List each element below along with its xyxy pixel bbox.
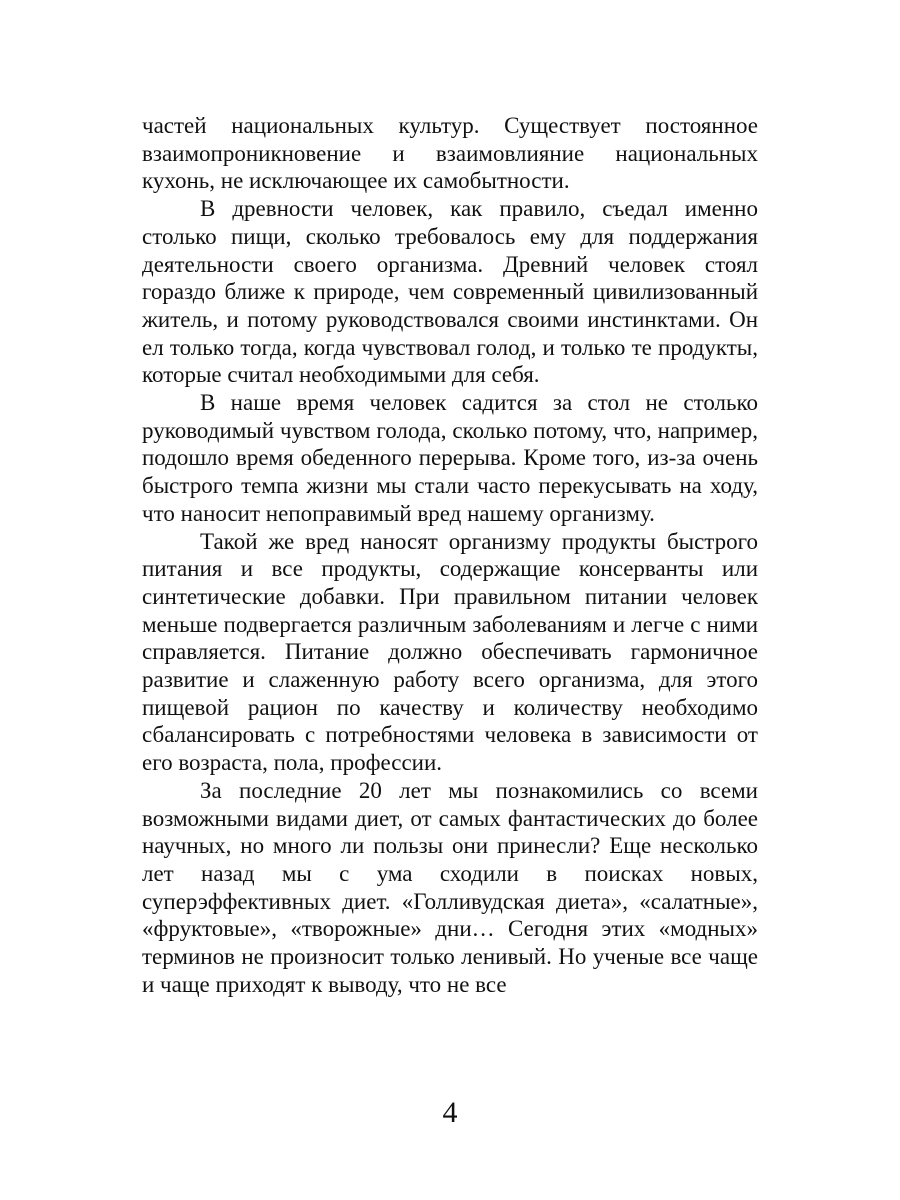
paragraph-modern-eating: В наше время человек садится за стол не столько руководимый чувством голода, сколько потому, что, например, подошло время обеденного перерыва. Кроме того, из-за очень быстрого темпа жизни мы стали часто перекусывать на ходу, что наносит непоправимый вред нашему организму.: [142, 390, 758, 526]
page-number: 4: [442, 1096, 458, 1129]
page-body: [142, 112, 758, 999]
paragraph-diets: За последние 20 лет мы познакомились со всеми возможными видами диет, от самых фантастических до более научных, но много ли пользы они принесли? Еще несколько лет назад мы с ума сходили в поисках новых, суперэффективных диет. «Голливудская диета», «салатные», «фруктовые», «творожные» дни… Сегодня этих «модных» терминов не произносит только ленивый. Но ученые все чаще и чаще приходят к выводу, что не все: [142, 777, 758, 997]
paragraph-ancient-eating: В древности человек, как правило, съедал именно столько пищи, сколько требовалось ему для поддержания деятельности своего организма. Древний человек стоял гораздо ближе к природе, чем современный цивилизованный житель, и потому руководствовался своими инстинктами. Он ел только тогда, когда чувствовал голод, и только те продукты, которые считал необходимыми для себя.: [142, 196, 758, 388]
paragraph-fast-food-harm: Такой же вред наносят организму продукты быстрого питания и все продукты, содержащие консерванты или синтетические добавки. При правильном питании человек меньше подвергается различным заболеваниям и легче с ними справляется. Питание должно обеспечивать гармоничное развитие и слаженную работу всего организма, для этого пищевой рацион по качеству и количеству необходимо сбалансировать с потребностями человека в зависимости от его возраста, пола, профессии.: [142, 528, 758, 776]
paragraph-continuation: частей национальных культур. Существует постоянное взаимопроникновение и взаимовлияние национальных кухонь, не исключающее их самобытности.: [142, 113, 758, 194]
